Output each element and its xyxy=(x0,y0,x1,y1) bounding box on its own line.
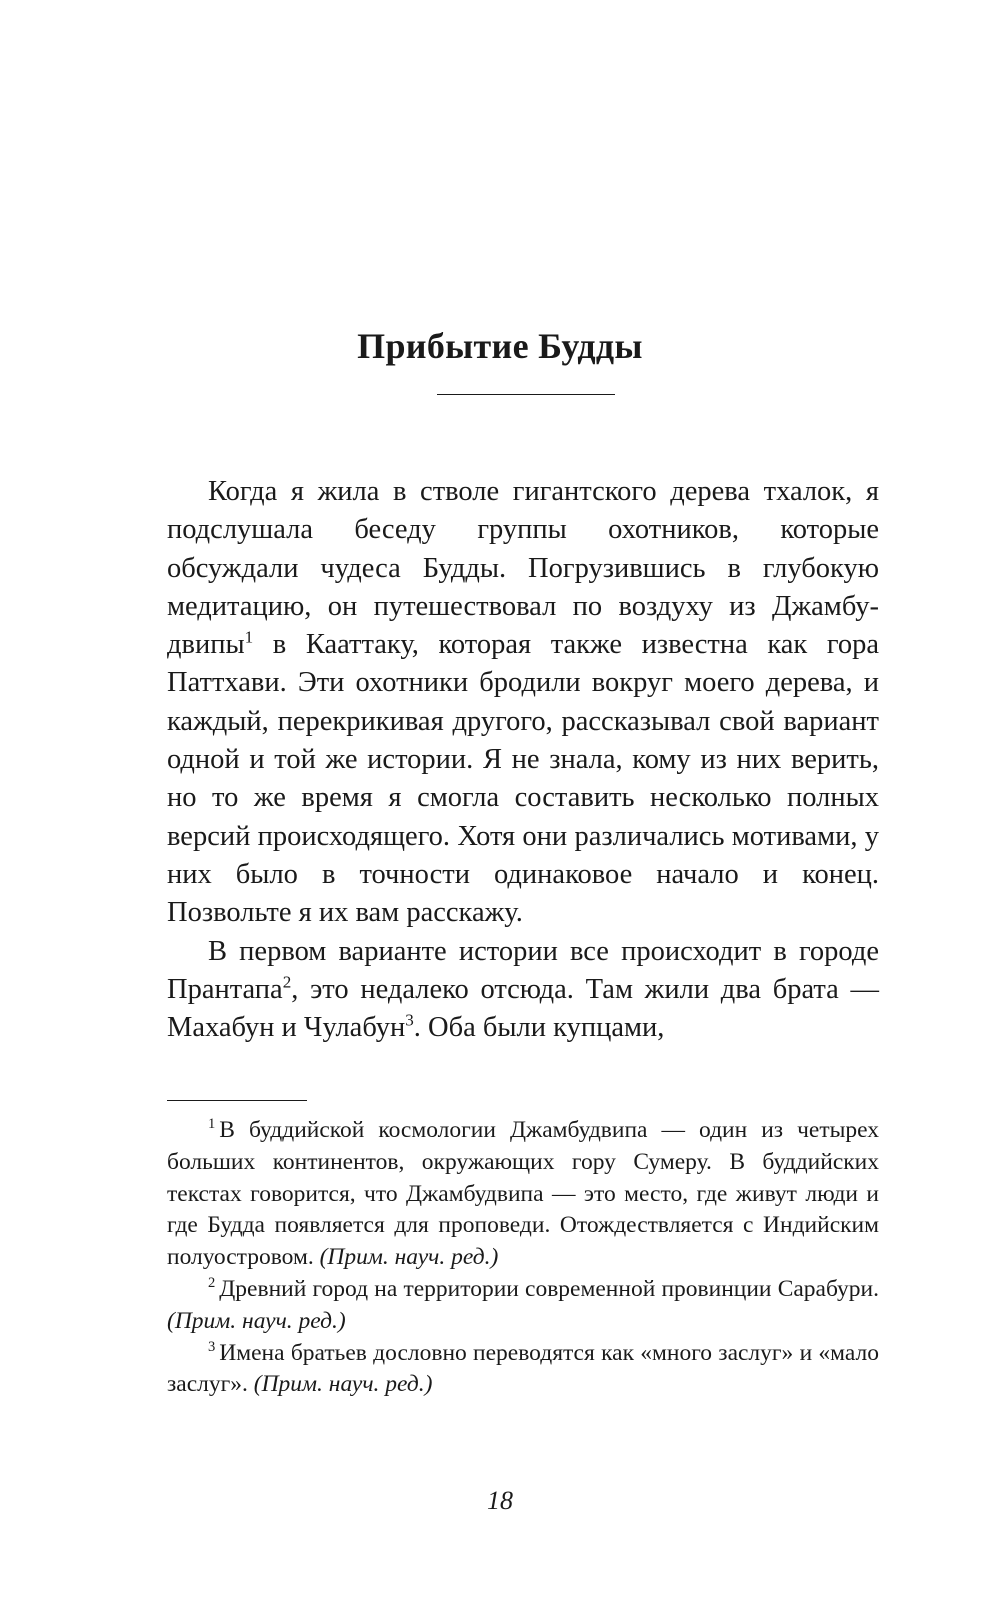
paragraph-1-part-a: Когда я жила в стволе гигантского дерева тхалок, я подслушала беседу группы охотников, которые обсуждали чудеса Будды. Погрузившись в глубокую медитацию, он путешествовал по воздуху из Джамбудвипы xyxy=(167,476,879,661)
footnote-2-mark: 2 xyxy=(208,1275,216,1292)
footnote-separator xyxy=(167,1100,307,1101)
main-text xyxy=(167,473,879,1047)
paragraph-2-part-a: В первом варианте истории все происходит в городе Прантапа xyxy=(167,935,879,1005)
footnote-1-editor-note: (Прим. науч. ред.) xyxy=(319,1244,499,1271)
footnotes xyxy=(167,1115,879,1401)
footnote-1 xyxy=(167,1115,879,1274)
title-underline xyxy=(437,394,615,395)
footnote-3 xyxy=(167,1338,879,1402)
footnote-2-editor-note: (Прим. науч. ред.) xyxy=(167,1307,346,1334)
footnote-3-text: Имена братьев дословно переводятся как «много заслуг» и «мало заслуг». xyxy=(167,1339,879,1398)
footnote-ref-3: 3 xyxy=(405,1010,414,1030)
chapter-title: Прибытие Будды xyxy=(357,326,643,366)
paragraph-1-part-b: в Кааттаку, которая также известна как гора Паттхави. Эти охотники бродили вокруг моего дерева, и каждый, перекрикивая другого, рассказывал свой вариант одной и той же истории. Я не знала, кому из них верить, но то же время я смогла составить несколько полных версий происходящего. Хотя они различались мотивами, у них было в точности одинаковое начало и конец. Позвольте я их вам расскажу. xyxy=(167,629,879,929)
paragraph-2 xyxy=(167,933,879,1048)
footnote-2 xyxy=(167,1274,879,1338)
footnote-1-mark: 1 xyxy=(208,1116,216,1133)
paragraph-2-part-c: . Оба были купцами, xyxy=(413,1012,665,1044)
footnote-3-editor-note: (Прим. науч. ред.) xyxy=(253,1371,433,1398)
paragraph-1 xyxy=(167,473,879,933)
footnote-ref-1: 1 xyxy=(244,627,254,647)
footnote-3-mark: 3 xyxy=(208,1338,216,1355)
footnote-1-text: В буддийской космологии Джамбудвипа — один из четырех больших континентов, окружающих гору Сумеру. В буддийских текстах говорится, что Джамбудвипа — это место, где живут люди и где Будда появляется для проповеди. Отождествляется с Индийским полуостровом. xyxy=(167,1117,879,1271)
paragraph-2-part-b: , это недалеко отсюда. Там жили два брата — Махабун и Чулабун xyxy=(167,973,879,1044)
footnote-ref-2: 2 xyxy=(282,972,292,992)
footnote-2-text: Древний город на территории современной провинции Сарабури. xyxy=(219,1275,879,1302)
page-number: 18 xyxy=(487,1486,513,1515)
